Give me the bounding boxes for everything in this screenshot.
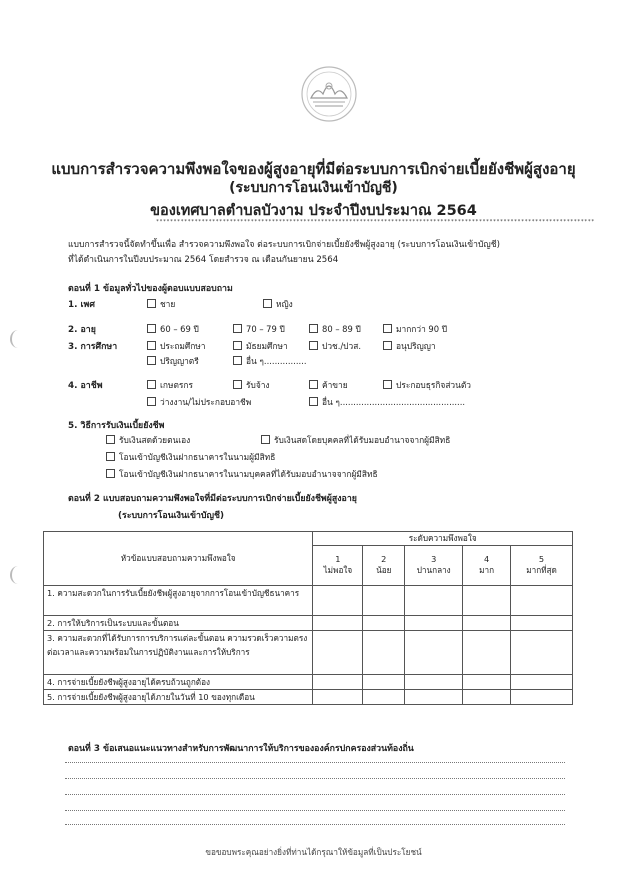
suggestion-line[interactable] — [65, 810, 565, 812]
checkbox[interactable] — [106, 469, 115, 478]
level-header: ระดับความพึงพอใจ — [313, 532, 573, 546]
level-1: 1 ไม่พอใจ — [313, 546, 363, 586]
rating-cell[interactable] — [313, 675, 363, 690]
occupation-option-farmer[interactable]: เกษตรกร — [147, 378, 193, 392]
checkbox[interactable] — [233, 356, 242, 365]
intro-line-2: ที่ได้ดำเนินการในปีงบประมาณ 2564 โดยสำรวจ ณ เดือนกันยายน 2564 — [68, 255, 339, 265]
checkbox[interactable] — [383, 341, 392, 350]
rating-cell[interactable] — [313, 690, 363, 705]
rating-cell[interactable] — [405, 586, 463, 616]
rating-cell[interactable] — [511, 586, 573, 616]
checkbox[interactable] — [147, 397, 156, 406]
suggestion-line[interactable] — [65, 794, 565, 796]
table-row — [44, 631, 573, 675]
age-label: 2. อายุ — [68, 325, 96, 335]
rating-cell[interactable] — [313, 616, 363, 631]
checkbox[interactable] — [147, 299, 156, 308]
punch-hole-bottom — [10, 566, 26, 584]
checkbox[interactable] — [147, 380, 156, 389]
checkbox[interactable] — [233, 341, 242, 350]
method-option-cash-self[interactable]: รับเงินสดด้วยตนเอง — [106, 433, 190, 447]
rating-cell[interactable] — [511, 675, 573, 690]
checkbox[interactable] — [147, 356, 156, 365]
rating-cell[interactable] — [511, 616, 573, 631]
checkbox[interactable] — [261, 435, 270, 444]
gender-option-female[interactable]: หญิง — [263, 297, 293, 311]
education-label: 3. การศึกษา — [68, 342, 118, 352]
rating-cell[interactable] — [363, 690, 405, 705]
table-row — [44, 675, 573, 690]
checkbox[interactable] — [233, 324, 242, 333]
method-option-cash-proxy[interactable]: รับเงินสดโดยบุคคลที่ได้รับมอบอำนาจจากผู้มีสิทธิ — [261, 433, 450, 447]
table-row — [44, 690, 573, 705]
checkbox[interactable] — [106, 435, 115, 444]
checkbox[interactable] — [309, 380, 318, 389]
checkbox[interactable] — [263, 299, 272, 308]
level-3: 3 ปานกลาง — [405, 546, 463, 586]
level-4: 4 มาก — [463, 546, 511, 586]
star-divider: ***************************************************************************************************************************** — [156, 219, 595, 225]
checkbox[interactable] — [309, 341, 318, 350]
occupation-option-merchant[interactable]: ค้าขาย — [309, 378, 348, 392]
part1-heading: ตอนที่ 1 ข้อมูลทั่วไปของผู้ตอบแบบสอบถาม — [68, 284, 233, 294]
thank-you-note: ขอขอบพระคุณอย่างยิ่งที่ท่านได้กรุณาให้ข้อมูลที่เป็นประโยชน์ — [205, 847, 422, 857]
row-question: 3. ความสะดวกที่ได้รับการการบริการแต่ละขั้นตอน ความรวดเร็วความตรงต่อเวลาและความพร้อมในการปฏิบัติงานและการให้บริการ — [44, 631, 313, 675]
occupation-option-unemployed[interactable]: ว่างงาน/ไม่ประกอบอาชีพ — [147, 395, 251, 409]
rating-cell[interactable] — [463, 631, 511, 675]
occupation-option-business[interactable]: ประกอบธุรกิจส่วนตัว — [383, 378, 471, 392]
rating-cell[interactable] — [511, 631, 573, 675]
form-organization: ของเทศบาลตำบลบัวงาม ประจำปีงบประมาณ 2564 — [150, 203, 477, 219]
checkbox[interactable] — [309, 324, 318, 333]
gender-label: 1. เพศ — [68, 300, 95, 310]
rating-cell[interactable] — [405, 631, 463, 675]
rating-cell[interactable] — [313, 586, 363, 616]
gender-option-male[interactable]: ชาย — [147, 297, 175, 311]
education-option-vocational[interactable]: ปวช./ปวส. — [309, 339, 361, 353]
age-option-70-79[interactable]: 70 – 79 ปี — [233, 322, 285, 336]
occupation-option-employee[interactable]: รับจ้าง — [233, 378, 270, 392]
municipality-seal — [297, 64, 361, 124]
rating-cell[interactable] — [363, 586, 405, 616]
checkbox[interactable] — [106, 452, 115, 461]
part3-heading: ตอนที่ 3 ข้อเสนอแนะแนวทางสำหรับการพัฒนาการให้บริการขององค์กรปกครองส่วนท้องถิ่น — [68, 744, 414, 754]
level-2: 2 น้อย — [363, 546, 405, 586]
intro-line-1: แบบการสำรวจนี้จัดทำขึ้นเพื่อ สำรวจความพึงพอใจ ต่อระบบการเบิกจ่ายเบี้ยยังชีพผู้สูงอายุ (ระบบการโอนเงินเข้าบัญชี) — [68, 240, 500, 250]
age-option-over-90[interactable]: มากกว่า 90 ปี — [383, 322, 447, 336]
education-option-other[interactable]: อื่น ๆ................ — [233, 354, 307, 368]
rating-cell[interactable] — [363, 631, 405, 675]
rating-cell[interactable] — [511, 690, 573, 705]
checkbox[interactable] — [147, 324, 156, 333]
row-question: 5. การจ่ายเบี้ยยังชีพผู้สูงอายุได้ภายในวันที่ 10 ของทุกเดือน — [44, 690, 313, 705]
rating-cell[interactable] — [463, 586, 511, 616]
form-subtitle: (ระบบการโอนเงินเข้าบัญชี) — [229, 180, 398, 196]
age-option-60-69[interactable]: 60 – 69 ปี — [147, 322, 199, 336]
method-label: 5. วิธีการรับเงินเบี้ยยังชีพ — [68, 421, 165, 431]
table-row — [44, 586, 573, 616]
checkbox[interactable] — [383, 380, 392, 389]
occupation-option-other[interactable]: อื่น ๆ............................................... — [309, 395, 465, 409]
education-option-diploma[interactable]: อนุปริญญา — [383, 339, 436, 353]
suggestion-line[interactable] — [65, 762, 565, 764]
punch-hole-top — [10, 330, 26, 348]
checkbox[interactable] — [383, 324, 392, 333]
rating-cell[interactable] — [405, 675, 463, 690]
education-option-bachelor[interactable]: ปริญญาตรี — [147, 354, 199, 368]
rating-cell[interactable] — [463, 616, 511, 631]
age-option-80-89[interactable]: 80 – 89 ปี — [309, 322, 361, 336]
checkbox[interactable] — [233, 380, 242, 389]
seal-icon — [297, 64, 361, 124]
part2-subheading: (ระบบการโอนเงินเข้าบัญชี) — [118, 511, 224, 521]
row-question: 1. ความสะดวกในการรับเบี้ยยังชีพผู้สูงอายุจากการโอนเข้าบัญชีธนาคาร — [44, 586, 313, 616]
rating-cell[interactable] — [313, 631, 363, 675]
part2-heading: ตอนที่ 2 แบบสอบถามความพึงพอใจที่มีต่อระบบการเบิกจ่ายเบี้ยยังชีพผู้สูงอายุ — [68, 494, 357, 504]
table-row — [44, 616, 573, 631]
rating-cell[interactable] — [463, 675, 511, 690]
rating-cell[interactable] — [405, 690, 463, 705]
method-option-transfer-proxy[interactable]: โอนเข้าบัญชีเงินฝากธนาคารในนามบุคคลที่ได้รับมอบอำนาจจากผู้มีสิทธิ — [106, 467, 378, 481]
intro-text — [68, 238, 588, 268]
topic-header: หัวข้อแบบสอบถามความพึงพอใจ — [44, 532, 313, 586]
occupation-label: 4. อาชีพ — [68, 381, 103, 391]
method-option-transfer-self[interactable]: โอนเข้าบัญชีเงินฝากธนาคารในนามผู้มีสิทธิ — [106, 450, 275, 464]
suggestion-line[interactable] — [65, 778, 565, 780]
suggestion-line[interactable] — [65, 824, 565, 826]
level-5: 5 มากที่สุด — [511, 546, 573, 586]
checkbox[interactable] — [309, 397, 318, 406]
row-question: 4. การจ่ายเบี้ยยังชีพผู้สูงอายุได้ครบถ้วนถูกต้อง — [44, 675, 313, 690]
education-option-secondary[interactable]: มัธยมศึกษา — [233, 339, 288, 353]
rating-cell[interactable] — [363, 675, 405, 690]
checkbox[interactable] — [147, 341, 156, 350]
education-option-primary[interactable]: ประถมศึกษา — [147, 339, 206, 353]
row-question: 2. การให้บริการเป็นระบบและขั้นตอน — [44, 616, 313, 631]
rating-cell[interactable] — [463, 690, 511, 705]
rating-cell[interactable] — [363, 616, 405, 631]
rating-cell[interactable] — [405, 616, 463, 631]
form-title: แบบการสำรวจความพึงพอใจของผู้สูงอายุที่มีต่อระบบการเบิกจ่ายเบี้ยยังชีพผู้สูงอายุ — [51, 160, 576, 178]
satisfaction-table — [43, 531, 573, 705]
